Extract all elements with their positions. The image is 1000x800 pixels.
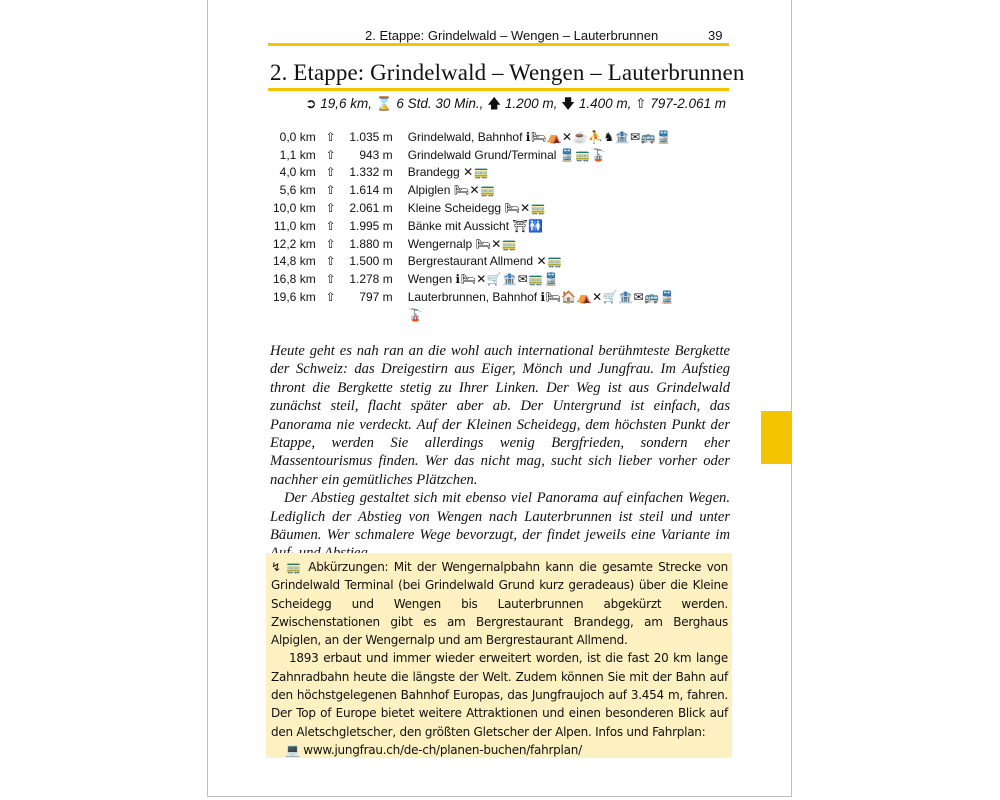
- route-altitude: [346, 306, 393, 324]
- info-text-1: Abkürzungen: Mit der Wengernalpbahn kann die gesamte Strecke von Grindelwald Terminal (bei Grindelwald Grund kurz geradeaus) über die Kleine Scheidegg und Wengen bis Lauterbrunnen abgekürzt werden. Zwischenstationen gibt es am Bergrestaurant Brandegg, am Berghaus Alpiglen, an der Wengernalp und am Bergrestaurant Allmend.: [271, 560, 728, 648]
- arrow-down-icon: 🡇: [561, 96, 576, 111]
- stat-ascent: 1.200 m,: [504, 96, 558, 111]
- route-row: [273, 270, 675, 288]
- facility-icons: 🛏✕🚃: [504, 201, 547, 216]
- altitude-arrow-icon: ⇧: [325, 183, 336, 198]
- stat-time: 6 Std. 30 Min.,: [396, 96, 484, 111]
- shortcut-train-icon: ↯ 🚃: [271, 560, 303, 574]
- stage-stats: [305, 94, 726, 117]
- route-place-name: Lauterbrunnen, Bahnhof: [407, 290, 538, 305]
- route-km: 11,0 km: [273, 218, 316, 233]
- altitude-icon: ⇧: [635, 96, 647, 111]
- route-place-name: Alpiglen: [407, 183, 451, 198]
- info-box: [266, 553, 732, 758]
- route-place: [393, 181, 675, 199]
- route-altitude: 943 m: [359, 147, 393, 162]
- route-km: 16,8 km: [273, 272, 316, 287]
- route-table: [273, 128, 675, 324]
- computer-icon: 💻: [285, 742, 300, 757]
- route-km: [273, 306, 316, 324]
- altitude-arrow-icon: ⇧: [325, 254, 336, 269]
- running-header-title: 2. Etappe: Grindelwald – Wengen – Lauterbrunnen: [365, 28, 659, 43]
- route-altitude: 1.500 m: [349, 254, 393, 269]
- route-place: [393, 253, 675, 271]
- stat-altitude: 797-2.061 m: [650, 96, 726, 111]
- route-row: [273, 235, 675, 253]
- info-paragraph-1: [271, 558, 728, 649]
- page-number: 39: [708, 28, 723, 43]
- facility-icons: ✕🚃: [463, 165, 490, 180]
- route-altitude: 1.278 m: [349, 272, 393, 287]
- body-paragraph-2: Der Abstieg gestaltet sich mit ebenso viel Panorama auf einfachen Wegen. Lediglich der Abstieg von Wengen nach Lauterbrunnen ist steil und unter Bäumen. Wer schmalere Wege bevorzugt, der findet jeweils eine Variante im: [270, 490, 730, 544]
- hourglass-icon: ⌛: [375, 96, 393, 111]
- route-place: [393, 217, 675, 235]
- route-place-name: Kleine Scheidegg: [407, 201, 502, 216]
- route-row: [273, 181, 675, 199]
- altitude-arrow-icon: ⇧: [325, 290, 336, 305]
- route-place: [393, 164, 675, 182]
- facility-icons: 🛏✕🚃: [453, 183, 496, 198]
- altitude-arrow-icon: ⇧: [325, 218, 336, 233]
- altitude-arrow-icon: ⇧: [325, 129, 336, 144]
- altitude-arrow-icon: ⇧: [325, 147, 336, 162]
- stat-descent: 1.400 m,: [578, 96, 632, 111]
- facility-icons: ℹ🛏✕🛒🏦✉🚃🚆: [455, 272, 560, 287]
- route-km: 1,1 km: [279, 147, 316, 162]
- route-km: 14,8 km: [273, 254, 316, 269]
- info-url[interactable]: www.jungfrau.ch/de-ch/planen-buchen/fahrplan/: [303, 742, 582, 757]
- facility-icons: 🚡: [407, 307, 424, 322]
- route-altitude: 797 m: [359, 290, 393, 305]
- route-km: 19,6 km: [273, 290, 316, 305]
- chapter-title: 2. Etappe: Grindelwald – Wengen – Lauterbrunnen: [270, 60, 745, 85]
- route-place-name: Grindelwald, Bahnhof: [407, 129, 523, 144]
- route-km: 10,0 km: [273, 201, 316, 216]
- route-place: [393, 235, 675, 253]
- route-km: 4,0 km: [279, 165, 316, 180]
- altitude-arrow-icon: [316, 306, 346, 324]
- route-row: [273, 306, 675, 324]
- route-altitude: 1.880 m: [349, 236, 393, 251]
- facility-icons: ℹ🛏⛺✕☕⛹♞🏦✉🚌🚆: [525, 129, 672, 144]
- info-paragraph-2: 1893 erbaut und immer wieder erweitert worden, ist die fast 20 km lange Zahnradbahn heute die längste der Welt. Zudem können Sie mit der Bahn auf den höchstgelegenen Bahnhof Europas, das Jungfraujoch auf 3.454 m, fahren. Der Top of Europe bietet weitere Attraktionen und einen besonderen Blick auf den Aletschgletscher, den größten Gletscher der Alpen. Infos und Fahrplan:: [271, 651, 728, 739]
- thumb-index-tab: [761, 411, 791, 464]
- route-altitude: 1.332 m: [349, 165, 393, 180]
- altitude-arrow-icon: ⇧: [325, 201, 336, 216]
- route-row: [273, 146, 675, 164]
- info-url-line: [271, 741, 728, 759]
- header-rule: [268, 43, 729, 46]
- route-place: [393, 199, 675, 217]
- route-place: [393, 146, 675, 164]
- facility-icons: 🛏✕🚃: [475, 236, 518, 251]
- arrow-up-icon: 🡅: [487, 96, 502, 111]
- facility-icons: ℹ🛏🏠⛺✕🛒🏦✉🚌🚆: [540, 290, 676, 305]
- route-place-name: Wengen: [407, 272, 453, 287]
- route-row: [273, 128, 675, 146]
- book-page: [207, 0, 792, 797]
- route-km: 5,6 km: [279, 183, 316, 198]
- altitude-arrow-icon: ⇧: [325, 165, 336, 180]
- route-place: [393, 270, 675, 288]
- altitude-arrow-icon: ⇧: [325, 272, 336, 287]
- route-altitude: 2.061 m: [349, 201, 393, 216]
- route-km: 0,0 km: [279, 129, 316, 144]
- body-text: [270, 342, 730, 563]
- route-place: [393, 128, 675, 146]
- route-place-name: Bänke mit Aussicht: [407, 218, 510, 233]
- distance-icon: ➲: [305, 96, 317, 111]
- route-row: [273, 164, 675, 182]
- stat-distance: 19,6 km,: [320, 96, 373, 111]
- route-row: [273, 253, 675, 271]
- facility-icons: ⛩🚻: [512, 218, 544, 233]
- route-row: [273, 199, 675, 217]
- route-place-name: Wengernalp: [407, 236, 473, 251]
- facility-icons: ✕🚃: [536, 254, 563, 269]
- title-rule: [268, 88, 729, 91]
- route-place: [393, 306, 675, 324]
- facility-icons: 🚆🚃🚡: [559, 147, 607, 162]
- route-place-name: Bergrestaurant Allmend: [407, 254, 534, 269]
- route-place-name: Grindelwald Grund/Terminal: [407, 147, 557, 162]
- route-place-name: Brandegg: [407, 165, 460, 180]
- route-altitude: 1.995 m: [349, 218, 393, 233]
- route-km: 12,2 km: [273, 236, 316, 251]
- route-altitude: 1.035 m: [349, 129, 393, 144]
- route-altitude: 1.614 m: [349, 183, 393, 198]
- body-paragraph-1: Heute geht es nah ran an die wohl auch international berühmteste Bergkette der Schweiz: das Dreigestirn aus Eiger, Mönch und Jungfrau. Im Aufstieg thront die Bergkette stetig zu Ihrer Linken. Der Weg ist aus Grindelwald zunächst steil, flacht später aber ab. Der Untergrund ist einfach, das Panorama nie verdeckt. Auf der Kleinen Scheidegg, dem höchsten Punkt der Etappe, werden Sie allerdings wenig Bergfrieden, sondern eher Massentourismus finden. Wer das nicht mag, sucht sich lieber vorher oder nachher ein gemütliches Plätzchen.: [270, 343, 730, 488]
- route-row: [273, 288, 675, 306]
- altitude-arrow-icon: ⇧: [325, 236, 336, 251]
- route-row: [273, 217, 675, 235]
- route-place: [393, 288, 675, 306]
